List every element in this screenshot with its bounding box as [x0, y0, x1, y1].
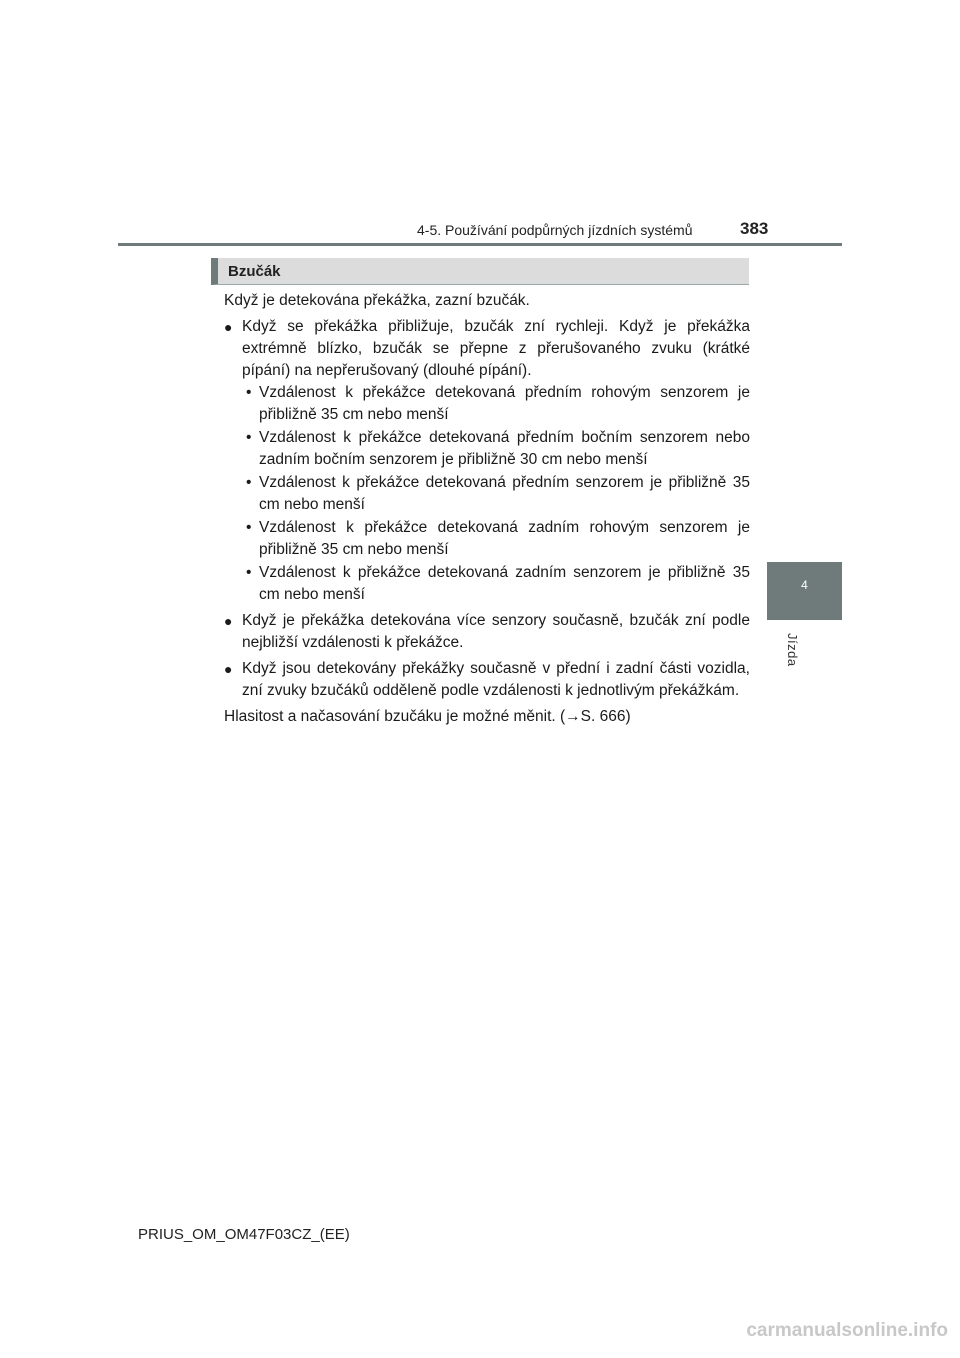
section-heading-bar [211, 258, 749, 285]
bullet-item [224, 316, 750, 606]
intro-text: Když je detekována překážka, zazní bzučák. [224, 292, 530, 309]
sub-bullet-text: Vzdálenost k překážce detekovaná předním bočním senzorem nebo zadním bočním senzorem je přibližně 30 cm nebo menší [259, 429, 750, 468]
sub-bullet-icon: • [246, 384, 252, 401]
bullet-icon: ● [224, 613, 233, 629]
content-body [224, 290, 750, 732]
chapter-number: 4 [801, 578, 808, 592]
document-code: PRIUS_OM_OM47F03CZ_(EE) [138, 1226, 350, 1243]
header-section-title: 4-5. Používání podpůrných jízdních systémů [417, 222, 693, 238]
bullet-text: Když jsou detekovány překážky současně v přední i zadní části vozidla, zní zvuky bzučáků odděleně podle vzdálenosti k jednotlivým překážkám. [242, 660, 750, 699]
bullet-icon: ● [224, 661, 233, 677]
sub-bullet-icon: • [246, 564, 252, 581]
sub-bullet-item [242, 562, 750, 606]
sub-bullet-text: Vzdálenost k překážce detekovaná předním rohovým senzorem je přibližně 35 cm nebo menší [259, 384, 750, 423]
sub-bullet-text: Vzdálenost k překážce detekovaná zadním senzorem je přibližně 35 cm nebo menší [259, 564, 750, 603]
sub-bullet-item [242, 382, 750, 426]
sub-bullet-text: Vzdálenost k překážce detekovaná zadním rohovým senzorem je přibližně 35 cm nebo menší [259, 519, 750, 558]
sub-bullet-icon: • [246, 429, 252, 446]
sub-bullet-icon: • [246, 474, 252, 491]
chapter-tab [767, 562, 842, 620]
sub-bullet-item [242, 472, 750, 516]
sub-bullet-item [242, 517, 750, 561]
sub-bullet-item [242, 427, 750, 471]
bullet-item [224, 610, 750, 654]
bullet-icon: ● [224, 319, 233, 335]
header-divider [118, 243, 842, 246]
bullet-item [224, 658, 750, 702]
watermark: carmanualsonline.info [746, 1320, 948, 1341]
sub-bullet-text: Vzdálenost k překážce detekovaná předním senzorem je přibližně 35 cm nebo menší [259, 474, 750, 513]
page-number: 383 [740, 219, 769, 238]
bullet-text: Když se překážka přibližuje, bzučák zní rychleji. Když je překážka extrémně blízko, bzučák se přepne z přerušovaného zvuku (krátké pípání) na nepřerušovaný (dlouhé pípání). [242, 318, 750, 379]
closing-text: Hlasitost a načasování bzučáku je možné měnit. (→S. 666) [224, 708, 631, 725]
bullet-text: Když je překážka detekována více senzory současně, bzučák zní podle nejbližší vzdálenosti k překážce. [242, 612, 750, 651]
section-title: Bzučák [228, 263, 281, 280]
chapter-label: Jízda [785, 633, 800, 667]
sub-bullet-icon: • [246, 519, 252, 536]
